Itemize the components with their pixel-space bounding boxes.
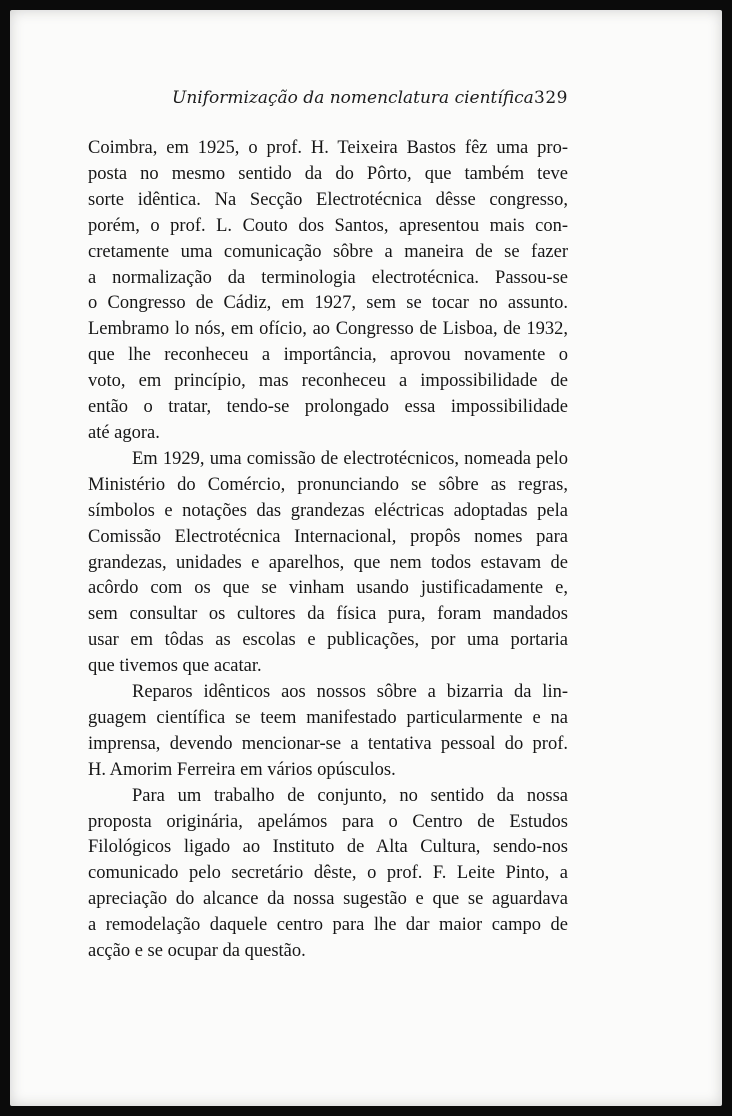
- text-line: Comissão Electrotécnica Internacional, propôs nomes para: [88, 526, 568, 547]
- page-header: [10, 88, 722, 114]
- text-line: Para um trabalho de conjunto, no sentido da nossa: [132, 785, 568, 806]
- text-line: H. Amorim Ferreira em vários opúsculos.: [88, 759, 396, 780]
- text-line: que lhe reconheceu a importância, aprovou novamente o: [88, 345, 568, 366]
- text-line: que tivemos que acatar.: [88, 656, 262, 677]
- text-line: apreciação do alcance da nossa sugestão e que se aguardava: [88, 889, 568, 910]
- text-line: proposta originária, apelámos para o Centro de Estudos: [88, 811, 568, 832]
- text-line: Em 1929, uma comissão de electrotécnicos, nomeada pelo: [132, 448, 568, 469]
- text-line: a normalização da terminologia electrotécnica. Passou-se: [88, 267, 568, 288]
- body-text: [88, 136, 568, 965]
- text-line: sorte idêntica. Na Secção Electrotécnica dêsse congresso,: [88, 189, 568, 210]
- text-line: porém, o prof. L. Couto dos Santos, apresentou mais con-: [88, 215, 568, 236]
- text-line: comunicado pelo secretário dêste, o prof. F. Leite Pinto, a: [88, 863, 568, 884]
- text-line: voto, em princípio, mas reconheceu a impossibilidade de: [88, 371, 568, 392]
- text-line: então o tratar, tendo-se prolongado essa impossibilidade: [88, 397, 568, 418]
- text-line: posta no mesmo sentido da do Pôrto, que também teve: [88, 163, 568, 184]
- text-line: acção e se ocupar da questão.: [88, 941, 306, 962]
- text-line: guagem científica se teem manifestado particularmente e na: [88, 707, 568, 728]
- text-line: Ministério do Comércio, pronunciando se sôbre as regras,: [88, 474, 568, 495]
- text-line: Filológicos ligado ao Instituto de Alta Cultura, sendo-nos: [88, 837, 568, 858]
- text-line: Reparos idênticos aos nossos sôbre a bizarria da lin-: [132, 682, 568, 703]
- running-title: Uniformização da nomenclatura científica: [172, 88, 534, 108]
- text-line: sem consultar os cultores da física pura, foram mandados: [88, 604, 568, 625]
- text-line: cretamente uma comunicação sôbre a maneira de se fazer: [88, 241, 568, 262]
- text-line: imprensa, devendo mencionar-se a tentativa pessoal do prof.: [88, 733, 568, 754]
- text-line: grandezas, unidades e aparelhos, que nem todos estavam de: [88, 552, 568, 573]
- text-line: até agora.: [88, 422, 160, 443]
- text-line: o Congresso de Cádiz, em 1927, sem se tocar no assunto.: [88, 293, 568, 314]
- text-line: Coimbra, em 1925, o prof. H. Teixeira Bastos fêz uma pro-: [88, 138, 568, 158]
- page-number: 329: [534, 88, 568, 108]
- book-page: [10, 10, 722, 1106]
- text-line: Lembramo lo nós, em ofício, ao Congresso de Lisboa, de 1932,: [88, 319, 568, 340]
- text-line: símbolos e notações das grandezas eléctricas adoptadas pela: [88, 500, 568, 521]
- text-line: acôrdo com os que se vinham usando justificadamente e,: [88, 578, 568, 599]
- text-line: usar em tôdas as escolas e publicações, por uma portaria: [88, 630, 568, 651]
- text-line: a remodelação daquele centro para lhe dar maior campo de: [88, 915, 568, 936]
